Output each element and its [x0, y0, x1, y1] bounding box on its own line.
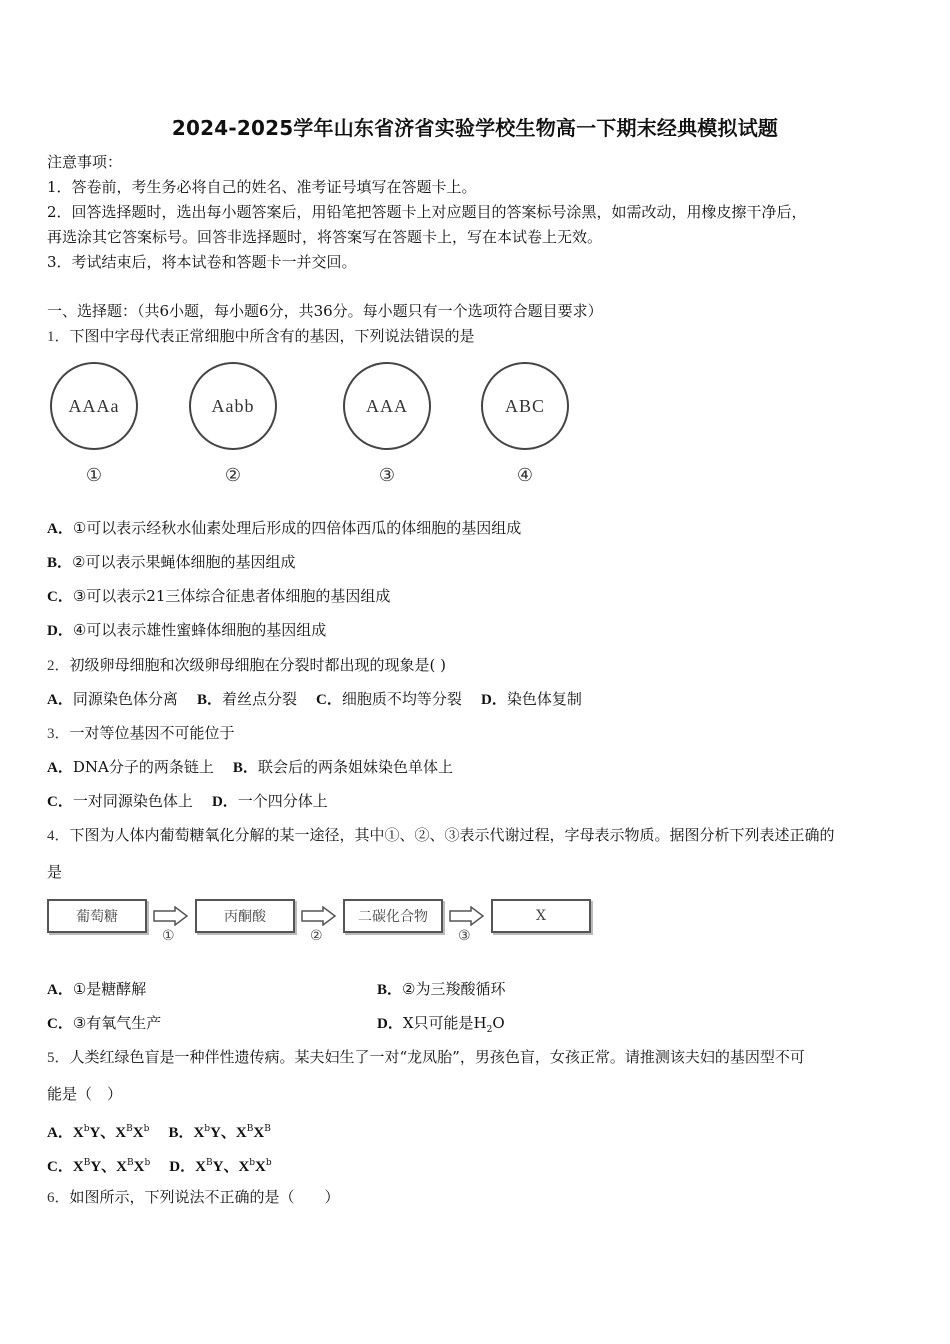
- gene: Y、X: [89, 1125, 127, 1141]
- superscript: b: [144, 1158, 151, 1168]
- question-2-stem: [47, 655, 446, 676]
- option-key: A．: [47, 760, 73, 776]
- cell-genes: AAA: [366, 395, 408, 416]
- flow-label: X: [536, 908, 546, 924]
- gene: Y、X: [212, 1159, 250, 1175]
- option-text: DNA分子的两条链上: [72, 758, 214, 776]
- gene: X: [255, 1159, 266, 1175]
- flow-label: 丙酮酸: [224, 909, 266, 925]
- option-text: ④可以表示雄性蜜蜂体细胞的基因组成: [72, 621, 327, 639]
- gene: X: [132, 1125, 144, 1141]
- question-number: 2．: [47, 658, 70, 674]
- option-key: A．: [47, 692, 73, 708]
- option-key: D．: [377, 1016, 403, 1032]
- step-label: ①: [162, 928, 175, 944]
- gene: X: [195, 1159, 206, 1175]
- cell-diagram-2: [189, 362, 277, 450]
- question-number: 5．: [47, 1050, 70, 1066]
- option-row: [47, 791, 328, 812]
- option-text: ③有氧气生产: [72, 1014, 162, 1032]
- question-number: 1．: [47, 329, 70, 345]
- option-key: B．: [196, 692, 222, 708]
- cell-diagram-3: [343, 362, 431, 450]
- question-text: 一对等位基因不可能位于: [69, 724, 235, 742]
- question-number: 4．: [47, 828, 70, 844]
- superscript: B: [264, 1124, 271, 1134]
- cell-genes: ABC: [504, 395, 545, 416]
- cell-genes: AAAa: [68, 395, 120, 416]
- option: [47, 1013, 161, 1034]
- option-key: D．: [211, 794, 238, 810]
- option-text: ③可以表示21三体综合征患者体细胞的基因组成: [72, 587, 391, 605]
- option-key: D．: [480, 692, 507, 708]
- gene: X: [133, 1159, 145, 1175]
- option-key: D．: [169, 1159, 196, 1175]
- question-6-stem: [47, 1187, 340, 1208]
- option-key: C．: [47, 794, 73, 810]
- gene: Y、X: [210, 1125, 247, 1141]
- section-heading: 一、选择题：（共6小题，每小题6分，共36分。每小题只有一个选项符合题目要求）: [47, 302, 603, 320]
- step-label: ②: [310, 928, 323, 944]
- question-text: 下图中字母代表正常细胞中所含有的基因，下列说法错误的是: [69, 327, 475, 345]
- question-5-stem: [47, 1047, 805, 1068]
- option-text: ②可以表示果蝇体细胞的基因组成: [72, 553, 296, 571]
- option-key: B．: [232, 760, 258, 776]
- cell-label: ④: [516, 465, 534, 486]
- question-5-stem-cont: 能是（ ）: [47, 1085, 123, 1103]
- superscript: b: [83, 1124, 90, 1134]
- flow-label: 葡萄糖: [76, 909, 118, 925]
- arrow-icon: [449, 906, 485, 926]
- option-row: [47, 757, 453, 778]
- option: [377, 1013, 505, 1040]
- flow-box-two-carbon: [343, 899, 443, 933]
- flow-box-pyruvate: [195, 899, 295, 933]
- superscript: B: [246, 1124, 254, 1134]
- arrow-icon: [301, 906, 337, 926]
- option-text: ②为三羧酸循环: [402, 980, 506, 998]
- option-row: [47, 1153, 272, 1177]
- option-text: 细胞质不均等分裂: [341, 690, 462, 708]
- option-text: 一个四分体上: [237, 792, 328, 810]
- notice-item: 2．回答选择题时，选出每小题答案后，用铅笔把答题卡上对应题目的答案标号涂黑，如需改动，用橡皮擦干净后，: [47, 203, 807, 221]
- option-text: 同源染色体分离: [72, 690, 178, 708]
- flow-label: 二碳化合物: [358, 909, 428, 925]
- page-title: 2024-2025学年山东省济省实验学校生物高一下期末经典模拟试题: [171, 116, 779, 140]
- gene: X: [193, 1125, 205, 1141]
- notice-item: 1．答卷前，考生务必将自己的姓名、准考证号填写在答题卡上。: [47, 178, 477, 196]
- question-4-stem-cont: 是: [47, 863, 63, 881]
- option-key: A．: [47, 521, 73, 537]
- notice-item: 3．考试结束后，将本试卷和答题卡一并交回。: [47, 253, 357, 271]
- question-4-stem: [47, 825, 835, 846]
- gene: Y、X: [90, 1159, 127, 1175]
- question-text: 下图为人体内葡萄糖氧化分解的某一途径，其中①、②、③表示代谢过程，字母表示物质。据图分析下列表述正确的: [69, 826, 835, 844]
- option-key: C．: [47, 589, 73, 605]
- step-label: ③: [458, 928, 471, 944]
- gene: X: [72, 1159, 84, 1175]
- subscript: 2: [486, 1025, 493, 1035]
- question-3-stem: [47, 723, 235, 744]
- superscript: b: [265, 1158, 272, 1168]
- superscript: B: [83, 1158, 91, 1168]
- superscript: b: [143, 1124, 150, 1134]
- gene: X: [72, 1125, 84, 1141]
- option-key: B．: [47, 555, 73, 571]
- option-text: X只可能是H: [402, 1014, 487, 1032]
- cell-label: ①: [85, 465, 103, 486]
- option-key: C．: [47, 1016, 73, 1032]
- option-key: B．: [377, 982, 403, 998]
- question-text: 初级卵母细胞和次级卵母细胞在分裂时都出现的现象是( ): [69, 656, 446, 674]
- question-text: 如图所示，下列说法不正确的是（ ）: [69, 1188, 340, 1206]
- cell-diagram-4: [481, 362, 569, 450]
- option-key: A．: [47, 982, 73, 998]
- flow-box-glucose: [47, 899, 147, 933]
- option-text: O: [492, 1014, 505, 1032]
- notice-item: 再选涂其它答案标号。回答非选择题时，将答案写在答题卡上，写在本试卷上无效。: [47, 228, 603, 246]
- superscript: B: [126, 1124, 133, 1134]
- option: [377, 979, 505, 1000]
- option-key: B．: [168, 1125, 194, 1141]
- cell-label: ②: [224, 465, 242, 486]
- superscript: B: [126, 1158, 134, 1168]
- option-key: D．: [47, 623, 73, 639]
- flow-box-x: [491, 899, 591, 933]
- question-1-stem: [47, 326, 475, 347]
- option-text: 染色体复制: [506, 690, 582, 708]
- cell-genes: Aabb: [211, 395, 255, 416]
- option: [47, 586, 390, 607]
- question-text: 人类红绿色盲是一种伴性遗传病。某夫妇生了一对“龙凤胎”，男孩色盲，女孩正常。请推测该夫妇的基因型不可: [69, 1048, 805, 1066]
- option-text: 联会后的两条姐妹染色单体上: [257, 758, 453, 776]
- option-text: 着丝点分裂: [221, 690, 297, 708]
- option: [47, 552, 295, 573]
- superscript: b: [204, 1124, 211, 1134]
- notice-heading: 注意事项：: [47, 153, 123, 171]
- option: [47, 518, 521, 539]
- cell-diagram-1: [50, 362, 138, 450]
- option-key: C．: [316, 692, 342, 708]
- option-key: A．: [47, 1125, 73, 1141]
- option-text: ①是糖酵解: [72, 980, 147, 998]
- option: [47, 620, 326, 641]
- option-key: C．: [47, 1159, 73, 1175]
- superscript: B: [205, 1158, 213, 1168]
- option-row: [47, 1119, 271, 1143]
- gene: X: [253, 1125, 265, 1141]
- option: [47, 979, 146, 1000]
- option-text: 一对同源染色体上: [72, 792, 193, 810]
- cell-label: ③: [378, 465, 396, 486]
- superscript: b: [249, 1158, 256, 1168]
- arrow-icon: [153, 906, 189, 926]
- option-row: [47, 689, 582, 710]
- option-text: ①可以表示经秋水仙素处理后形成的四倍体西瓜的体细胞的基因组成: [72, 519, 522, 537]
- question-number: 6．: [47, 1190, 70, 1206]
- question-number: 3．: [47, 726, 70, 742]
